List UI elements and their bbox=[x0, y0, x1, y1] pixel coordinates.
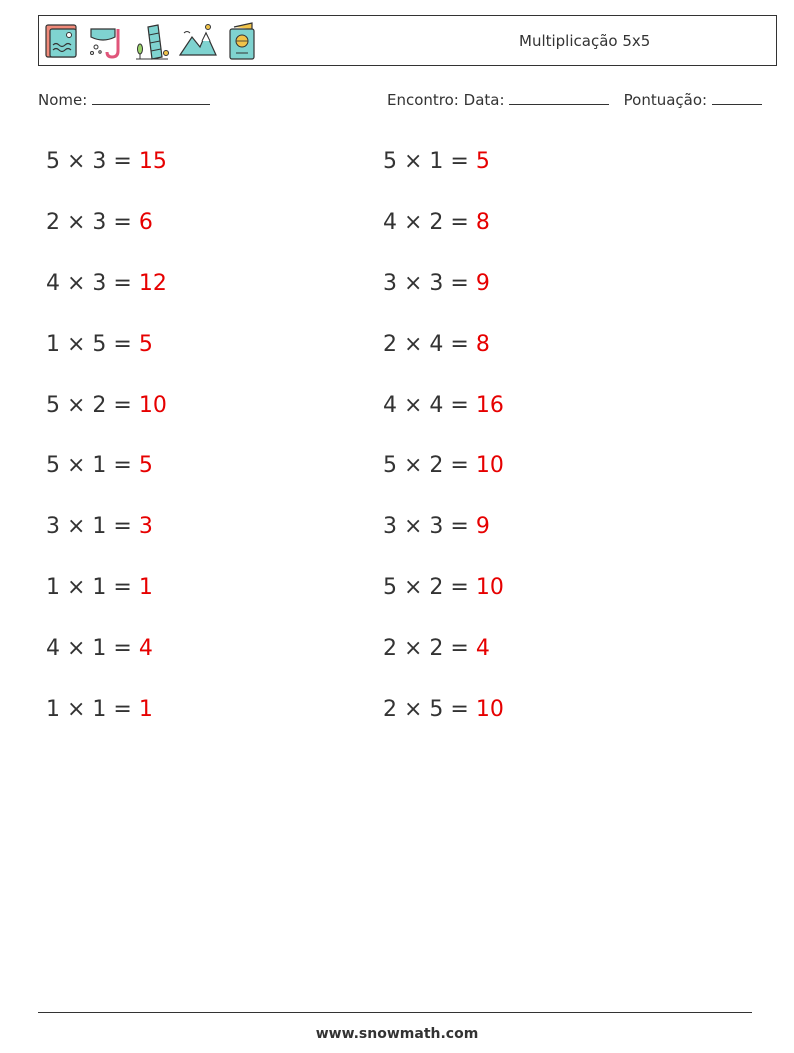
problem-right-7 bbox=[383, 512, 490, 542]
problem-answer: 1 bbox=[138, 575, 153, 600]
problem-expression: 5 × 2 = bbox=[383, 453, 476, 478]
problem-answer: 9 bbox=[475, 514, 490, 539]
name-label: Nome: bbox=[38, 91, 88, 109]
problem-right-1 bbox=[383, 147, 490, 177]
problem-left-6 bbox=[46, 451, 153, 481]
problem-answer: 16 bbox=[475, 393, 504, 418]
problem-expression: 2 × 5 = bbox=[383, 697, 476, 722]
problem-answer: 10 bbox=[475, 453, 504, 478]
problem-expression: 3 × 1 = bbox=[46, 514, 139, 539]
problem-expression: 5 × 3 = bbox=[46, 149, 139, 174]
score-label: Pontuação: bbox=[623, 91, 708, 109]
date-blank bbox=[509, 90, 609, 105]
problem-answer: 10 bbox=[138, 393, 167, 418]
problem-answer: 4 bbox=[475, 636, 490, 661]
problem-expression: 2 × 2 = bbox=[383, 636, 476, 661]
problem-answer: 12 bbox=[138, 271, 167, 296]
worksheet-header bbox=[38, 15, 777, 66]
problem-answer: 4 bbox=[138, 636, 153, 661]
footer-url[interactable]: www.snowmath.com bbox=[315, 1026, 479, 1042]
problem-expression: 4 × 1 = bbox=[46, 636, 139, 661]
problem-expression: 3 × 3 = bbox=[383, 514, 476, 539]
problem-answer: 5 bbox=[138, 332, 153, 357]
problem-expression: 3 × 3 = bbox=[383, 271, 476, 296]
problem-right-4 bbox=[383, 330, 490, 360]
problem-right-3 bbox=[383, 269, 490, 299]
problem-right-8 bbox=[383, 573, 504, 603]
problem-expression: 1 × 1 = bbox=[46, 697, 139, 722]
problem-left-9 bbox=[46, 634, 153, 664]
problem-expression: 5 × 2 = bbox=[46, 393, 139, 418]
score-blank bbox=[712, 90, 762, 105]
problem-left-5 bbox=[46, 391, 167, 421]
problem-left-8 bbox=[46, 573, 153, 603]
problem-expression: 1 × 1 = bbox=[46, 575, 139, 600]
problem-left-2 bbox=[46, 208, 153, 238]
problem-answer: 6 bbox=[138, 210, 153, 235]
name-blank bbox=[92, 90, 210, 105]
problem-answer: 10 bbox=[475, 575, 504, 600]
worksheet-title: Multiplicação 5x5 bbox=[519, 32, 651, 50]
problem-left-10 bbox=[46, 695, 153, 725]
problem-right-5 bbox=[383, 391, 504, 421]
problem-expression: 5 × 1 = bbox=[383, 149, 476, 174]
date-label: Data: bbox=[463, 91, 505, 109]
snorkel-mask-icon bbox=[88, 21, 126, 61]
problem-right-6 bbox=[383, 451, 504, 481]
student-info-row bbox=[38, 90, 770, 114]
problem-right-9 bbox=[383, 634, 490, 664]
problem-left-1 bbox=[46, 147, 167, 177]
problem-answer: 10 bbox=[475, 697, 504, 722]
problem-right-2 bbox=[383, 208, 490, 238]
problem-left-4 bbox=[46, 330, 153, 360]
problem-expression: 4 × 4 = bbox=[383, 393, 476, 418]
problem-expression: 4 × 3 = bbox=[46, 271, 139, 296]
encounter-label: Encontro: bbox=[387, 91, 459, 109]
problem-answer: 9 bbox=[475, 271, 490, 296]
problem-expression: 4 × 2 = bbox=[383, 210, 476, 235]
problem-answer: 8 bbox=[475, 210, 490, 235]
name-field bbox=[38, 90, 210, 109]
leaning-tower-icon bbox=[134, 21, 170, 61]
problem-right-10 bbox=[383, 695, 504, 725]
postcard-icon bbox=[44, 21, 80, 61]
problem-expression: 5 × 1 = bbox=[46, 453, 139, 478]
problem-answer: 3 bbox=[138, 514, 153, 539]
problem-answer: 5 bbox=[475, 149, 490, 174]
problem-answer: 8 bbox=[475, 332, 490, 357]
mountains-icon bbox=[178, 21, 218, 61]
problem-left-7 bbox=[46, 512, 153, 542]
problem-answer: 15 bbox=[138, 149, 167, 174]
problem-expression: 5 × 2 = bbox=[383, 575, 476, 600]
footer-divider bbox=[38, 1012, 752, 1013]
problem-expression: 2 × 3 = bbox=[46, 210, 139, 235]
problem-left-3 bbox=[46, 269, 167, 299]
problem-expression: 2 × 4 = bbox=[383, 332, 476, 357]
meta-fields bbox=[387, 90, 762, 109]
passport-icon bbox=[226, 21, 258, 61]
problem-answer: 5 bbox=[138, 453, 153, 478]
problem-answer: 1 bbox=[138, 697, 153, 722]
header-icons bbox=[44, 21, 258, 61]
problem-expression: 1 × 5 = bbox=[46, 332, 139, 357]
